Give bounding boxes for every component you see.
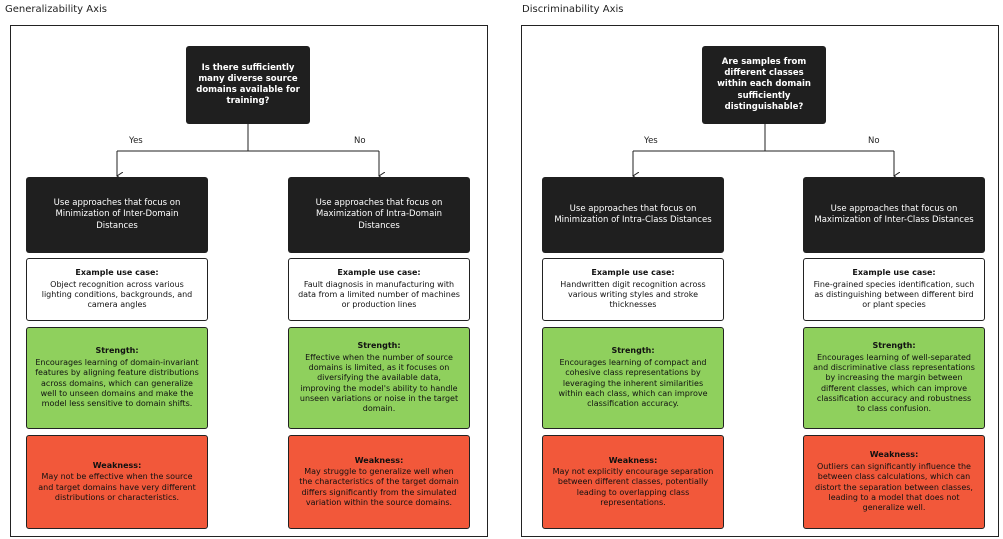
approach-box: Use approaches that focus on Maximization of Intra-Domain Distances — [288, 177, 470, 253]
weakness-box — [542, 435, 724, 529]
strength-title: Strength: — [357, 341, 401, 351]
strength-text: Encourages learning of domain-invariant features by aligning feature distributions across domains, which can generalize well to unseen domains and make the model less sensitive to domain shifts. — [35, 357, 199, 409]
example-text: Fine-grained species identification, such as distinguishing between different bird or plant species — [813, 279, 975, 310]
weakness-box — [803, 435, 985, 529]
strength-box — [26, 327, 208, 429]
example-title: Example use case: — [591, 268, 675, 278]
example-box — [288, 258, 470, 321]
approach-box: Use approaches that focus on Minimization of Inter-Domain Distances — [26, 177, 208, 253]
example-title: Example use case: — [852, 268, 936, 278]
weakness-title: Weakness: — [92, 460, 142, 470]
example-text: Handwritten digit recognition across various writing styles and stroke thicknesses — [560, 279, 706, 310]
strength-title: Strength: — [872, 341, 916, 351]
strength-text: Encourages learning of well-separated and discriminative class representations by increasing the margin between different classes, which can improve classification accuracy and robustness to class confusion. — [813, 352, 975, 414]
example-box — [26, 258, 208, 321]
weakness-title: Weakness: — [869, 450, 919, 460]
yes-label: Yes — [644, 136, 658, 146]
panel-title: Discriminability Axis — [522, 4, 624, 15]
strength-text: Encourages learning of compact and cohesive class representations by leveraging the inherent similarities within each class, which can improve classification accuracy. — [558, 357, 708, 409]
generalizability-panel — [10, 25, 488, 537]
decision-question: Are samples from different classes within each domain sufficiently distinguishable? — [702, 46, 826, 124]
example-title: Example use case: — [337, 268, 421, 278]
weakness-title: Weakness: — [608, 455, 658, 465]
weakness-text: Outliers can significantly influence the between class calculations, which can distort the separation between classes, leading to a model that does not generalize well. — [815, 461, 973, 513]
weakness-box — [26, 435, 208, 529]
example-title: Example use case: — [75, 268, 159, 278]
approach-box: Use approaches that focus on Minimization of Intra-Class Distances — [542, 177, 724, 253]
strength-box — [803, 327, 985, 429]
no-label: No — [868, 136, 880, 146]
strength-title: Strength: — [611, 346, 655, 356]
yes-label: Yes — [129, 136, 143, 146]
weakness-text: May not be effective when the source and target domains have very different distributions or characteristics. — [38, 472, 196, 502]
weakness-box — [288, 435, 470, 529]
approach-box: Use approaches that focus on Maximization of Inter-Class Distances — [803, 177, 985, 253]
strength-title: Strength: — [95, 346, 139, 356]
no-label: No — [354, 136, 366, 146]
example-box — [542, 258, 724, 321]
example-box — [803, 258, 985, 321]
panel-title: Generalizability Axis — [5, 4, 108, 15]
example-text: Fault diagnosis in manufacturing with data from a limited number of machines or production lines — [298, 279, 460, 310]
example-text: Object recognition across various lighting conditions, backgrounds, and camera angles — [41, 279, 193, 310]
strength-text: Effective when the number of source domains is limited, as it focuses on diversifying the available data, improving the model's ability to handle unseen variations or noise in the target domain. — [299, 352, 459, 414]
decision-question: Is there sufficiently many diverse source domains available for training? — [186, 46, 310, 124]
discriminability-panel — [521, 25, 999, 537]
weakness-text: May not explicitly encourage separation between different classes, potentially leading to overlapping class representations. — [552, 466, 714, 508]
strength-box — [542, 327, 724, 429]
weakness-text: May struggle to generalize well when the characteristics of the target domain differs significantly from the simulated variation within the source domains. — [299, 466, 459, 508]
strength-box — [288, 327, 470, 429]
weakness-title: Weakness: — [354, 455, 404, 465]
